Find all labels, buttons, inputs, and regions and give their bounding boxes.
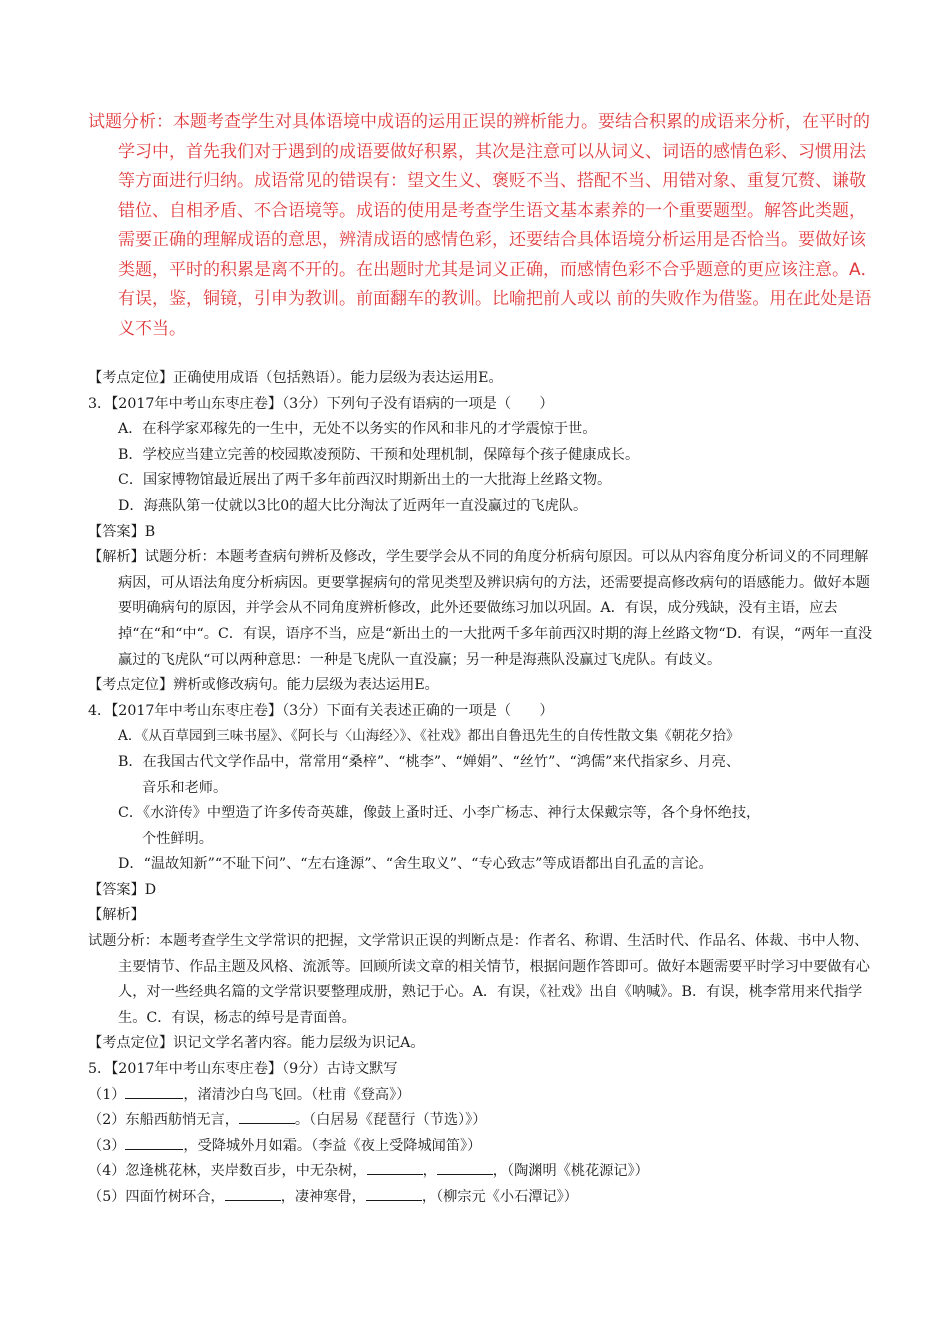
q5-l4-a: （4）忽逢桃花林，夹岸数百步，中无杂树， bbox=[88, 1163, 367, 1180]
q4-option-d: D．“温故知新”“不耻下问”、“左右逢源”、“舍生取义”、“专心致志”等成语都出自孔孟的言论。 bbox=[118, 856, 713, 873]
blank bbox=[125, 1084, 183, 1099]
red-analysis-text: 试题分析：本题考查学生对具体语境中成语的运用正误的辨析能力。要结合积累的成语来分析，在平时的学习中，首先我们对于遇到的成语要做好积累，其次是注意可以从词义、词语的感情色彩、习惯用法等方面进行归纳。成语常见的错误有：望文生义、褒贬不当、搭配不当、用错对象、重复冗赘、谦敬错位、自相矛盾、不合语境等。成语的使用是考查学生语文基本素养的一个重要题型。解答此类题，需要正确的理解成语的意思，辨清成语的感情色彩，还要结合具体语境分析运用是否恰当。要做好该类题，平时的积累是离不开的。在出题时尤其是词义正确，而感情色彩不合乎题意的更应该注意。A．有误，鉴，铜镜，引申为教训。前面翻车的教训。比喻把前人或以 前的失败作为借鉴。用在此处是语义不当。 bbox=[88, 112, 878, 339]
q5-l2-b: 。（白居易《琵琶行（节选）》） bbox=[294, 1112, 487, 1129]
q3-option-c: C．国家博物馆最近展出了两千多年前西汉时期新出土的一大批海上丝路文物。 bbox=[118, 472, 612, 489]
q5-l5-c: ，（柳宗元《小石潭记》） bbox=[421, 1189, 578, 1205]
q3-option-d: D．海燕队第一仗就以3比0的超大比分淘汰了近两年一直没赢过的飞虎队。 bbox=[118, 497, 588, 514]
q4-analysis: 试题分析：本题考查学生文学常识的把握，文学常识正误的判断点是：作者名、称谓、生活时代、作品名、体裁、书中人物、主要情节、作品主题及风格、流派等。回顾所读文章的相关情节，根据问题作答即可。做好本题需要平时学习中要做有心人，对一些经典名篇的文学常识要整理成册，熟记于心。A．有误，《社戏》出自《呐喊》。B．有误，桃李常用来代指学生。C．有误，杨志的绰号是青面兽。 bbox=[88, 933, 870, 1026]
q4-option-b-line2: 音乐和老师。 bbox=[142, 779, 228, 796]
q5-l2-a: （2）东船西舫悄无言， bbox=[88, 1112, 239, 1129]
q4-stem: 4．【2017年中考山东枣庄卷】（3分）下面有关表述正确的一项是（ ） bbox=[88, 702, 554, 719]
q4-answer: 【答案】D bbox=[88, 881, 157, 898]
document-body bbox=[88, 366, 878, 1211]
q5-l3-a: （3） bbox=[88, 1137, 126, 1154]
q5-l5-a: （5）四面竹树环合， bbox=[88, 1189, 225, 1205]
q4-option-c-line2: 个性鲜明。 bbox=[142, 830, 213, 847]
q5-l5-b: ，凄神寒骨， bbox=[280, 1189, 366, 1205]
q5-l1-a: （1） bbox=[88, 1086, 126, 1103]
q3-kaodian: 【考点定位】辨析或修改病句。能力层级为表达运用E。 bbox=[88, 677, 439, 694]
q3-stem: 3．【2017年中考山东枣庄卷】（3分）下列句子没有语病的一项是（ ） bbox=[88, 395, 554, 412]
blank bbox=[437, 1160, 493, 1175]
q3-analysis: 【解析】试题分析：本题考查病句辨析及修改，学生要学会从不同的角度分析病句原因。可以从内容角度分析词义的不同理解病因，可从语法角度分析病因。更要掌握病句的常见类型及辨识病句的方法，还需要提高修改病句的语感能力。做好本题要明确病句的原因，并学会从不同角度辨析修改，此外还要做练习加以巩固。A．有误，成分残缺，没有主语，应去掉“在“和“中“。C．有误，语序不当，应是“新出土的一大批两千多年前西汉时期的海上丝路文物“D．有误，“两年一直没赢过的飞虎队“可以两种意思：一种是飞虎队一直没赢；另一种是海燕队没赢过飞虎队。有歧义。 bbox=[88, 549, 873, 668]
q5-stem: 5．【2017年中考山东枣庄卷】（9分）古诗文默写 bbox=[88, 1061, 398, 1078]
q5-line-4 bbox=[88, 1159, 878, 1185]
q4-option-a: A．《从百草园到三味书屋》、《阿长与〈山海经〉》、《社戏》都出自鲁迅先生的自传性散文集《朝花夕拾》 bbox=[118, 728, 740, 745]
kaodian-1: 【考点定位】正确使用成语（包括熟语）。能力层级为表达运用E。 bbox=[88, 370, 503, 386]
q4-kaodian: 【考点定位】识记文学名著内容。能力层级为识记A。 bbox=[88, 1035, 425, 1052]
q4-option-c-line1: C．《水浒传》中塑造了许多传奇英雄，像鼓上蚤时迁、小李广杨志、神行太保戴宗等，各个身怀绝技， bbox=[118, 805, 761, 822]
q3-option-a: A．在科学家邓稼先的一生中，无处不以务实的作风和非凡的才学震惊于世。 bbox=[118, 421, 597, 438]
blank bbox=[366, 1186, 422, 1201]
q4-option-b-line1: B．在我国古代文学作品中，常常用“桑梓”、“桃李”、“婵娟”、“丝竹”、“鸿儒”来代指家乡、月亮、 bbox=[118, 753, 741, 770]
blank bbox=[239, 1109, 295, 1124]
q5-l3-b: ，受降城外月如霜。（李益《夜上受降城闻笛》） bbox=[183, 1137, 482, 1154]
q5-line-5 bbox=[88, 1185, 878, 1211]
q3-option-b: B．学校应当建立完善的校园欺凌预防、干预和处理机制，保障每个孩子健康成长。 bbox=[118, 446, 640, 463]
q4-jiexi: 【解析】 bbox=[88, 907, 145, 924]
blank bbox=[125, 1135, 183, 1150]
q3-answer: 【答案】B bbox=[88, 523, 156, 540]
blank bbox=[367, 1160, 423, 1175]
q5-line-3 bbox=[88, 1134, 878, 1160]
q5-l4-b: ， bbox=[422, 1163, 437, 1180]
red-analysis-block bbox=[88, 108, 878, 344]
q5-line-1 bbox=[88, 1083, 878, 1109]
q5-line-2 bbox=[88, 1108, 878, 1134]
q5-l4-c: ，（陶渊明《桃花源记》） bbox=[492, 1163, 649, 1180]
blank bbox=[225, 1186, 281, 1201]
q5-l1-b: ，渚清沙白鸟飞回。（杜甫《登高》） bbox=[183, 1086, 411, 1103]
